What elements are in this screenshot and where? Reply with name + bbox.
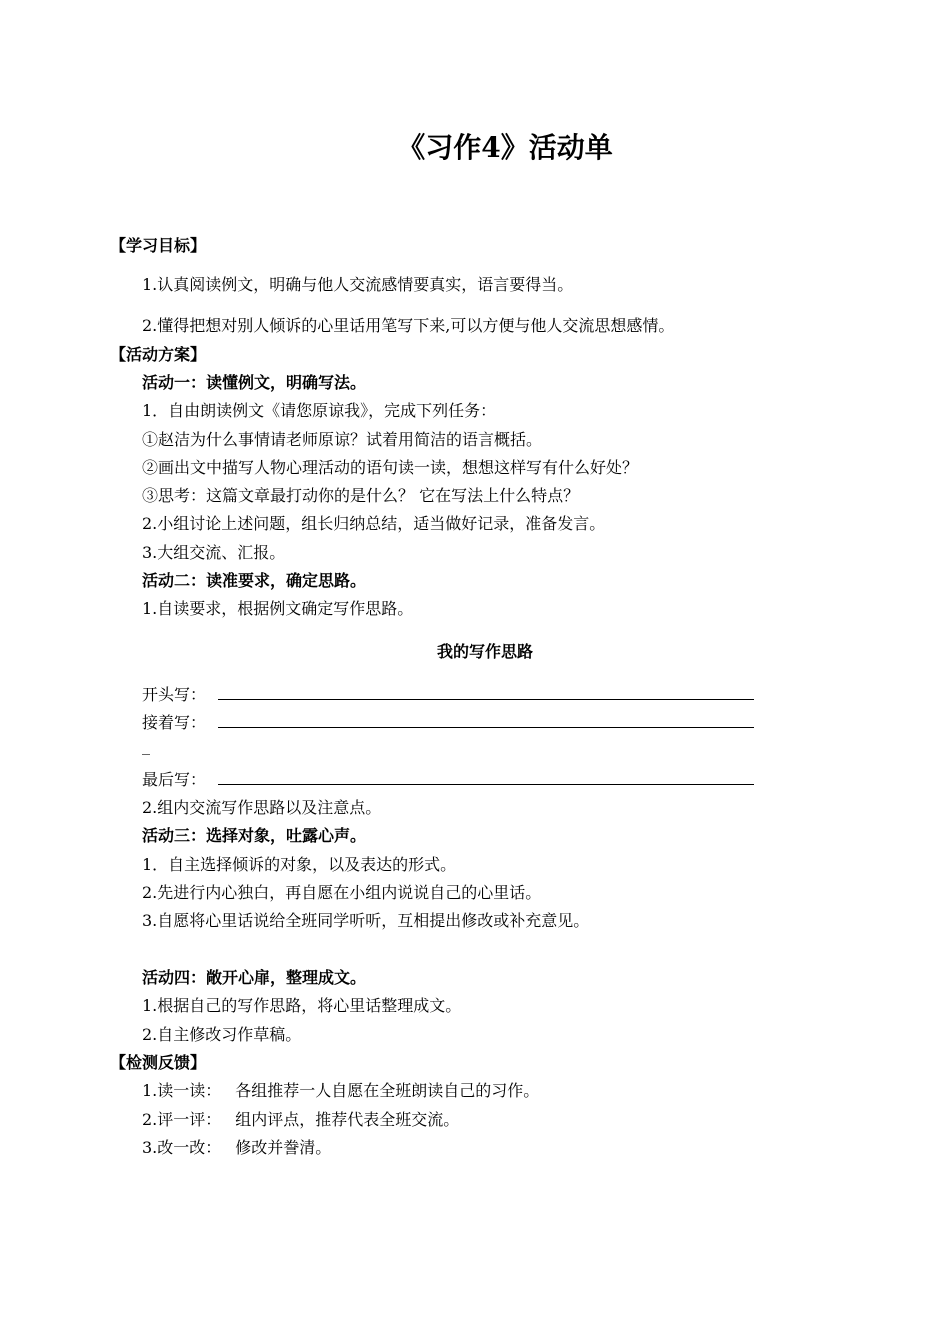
- activity-1-line: ②画出文中描写人物心理活动的语句读一读，想想这样写有什么好处？: [142, 458, 639, 477]
- activity-3-line: 2.先进行内心独白，再自愿在小组内说说自己的心里话。: [142, 883, 542, 902]
- feedback-text: 组内评点，推荐代表全班交流。: [235, 1110, 460, 1129]
- goal-item: 2.懂得把想对别人倾诉的心里话用笔写下来,可以方便与他人交流思想感情。: [142, 316, 675, 335]
- activity-4-line: 1.根据自己的写作思路，将心里话整理成文。: [142, 996, 462, 1015]
- outline-end-label: 最后写：: [142, 770, 207, 789]
- outline-end-line[interactable]: [218, 784, 754, 785]
- activity-1-line: ①赵洁为什么事情请老师原谅？试着用简洁的语言概括。: [142, 430, 543, 449]
- activity-1-line: ③思考：这篇文章最打动你的是什么？ 它在写法上什么特点？: [142, 486, 580, 505]
- outline-title: 我的写作思路: [437, 642, 534, 661]
- feedback-label: 2.评一评：: [142, 1110, 222, 1129]
- feedback-label: 3.改一改：: [142, 1138, 222, 1157]
- outline-next-label: 接着写：: [142, 713, 207, 732]
- outline-next-line[interactable]: [218, 727, 754, 728]
- activity-2-line: 2.组内交流写作思路以及注意点。: [142, 798, 382, 817]
- feedback-label: 1.读一读：: [142, 1081, 222, 1100]
- outline-dash: _: [142, 736, 150, 755]
- activity-3-line: 1．自主选择倾诉的对象，以及表达的形式。: [142, 855, 457, 874]
- activity-2-line: 1.自读要求，根据例文确定写作思路。: [142, 599, 414, 618]
- feedback-item: [142, 1135, 331, 1158]
- activity-3-line: 3.自愿将心里话说给全班同学听听，互相提出修改或补充意见。: [142, 911, 590, 930]
- goal-item: 1.认真阅读例文，明确与他人交流感情要真实，语言要得当。: [142, 275, 574, 294]
- feedback-item: [142, 1078, 539, 1101]
- page-title: 《习作4》活动单: [397, 131, 613, 164]
- section-heading-goals: 【学习目标】: [110, 236, 207, 255]
- feedback-text: 各组推荐一人自愿在全班朗读自己的习作。: [235, 1081, 540, 1100]
- section-heading-plan: 【活动方案】: [110, 345, 207, 364]
- activity-1-line: 1．自由朗读例文《请您原谅我》，完成下列任务：: [142, 401, 497, 420]
- activity-3-title: 活动三：选择对象，吐露心声。: [142, 826, 367, 845]
- activity-1-line: 3.大组交流、汇报。: [142, 543, 286, 562]
- feedback-item: [142, 1107, 459, 1130]
- activity-2-title: 活动二：读准要求，确定思路。: [142, 571, 367, 590]
- outline-start-line[interactable]: [218, 699, 754, 700]
- activity-1-line: 2.小组讨论上述问题，组长归纳总结，适当做好记录，准备发言。: [142, 514, 606, 533]
- activity-1-title: 活动一：读懂例文，明确写法。: [142, 373, 367, 392]
- outline-start-label: 开头写：: [142, 685, 207, 704]
- activity-4-title: 活动四：敞开心扉，整理成文。: [142, 968, 367, 987]
- section-heading-feedback: 【检测反馈】: [110, 1053, 207, 1072]
- activity-4-line: 2.自主修改习作草稿。: [142, 1025, 302, 1044]
- feedback-text: 修改并誊清。: [235, 1138, 332, 1157]
